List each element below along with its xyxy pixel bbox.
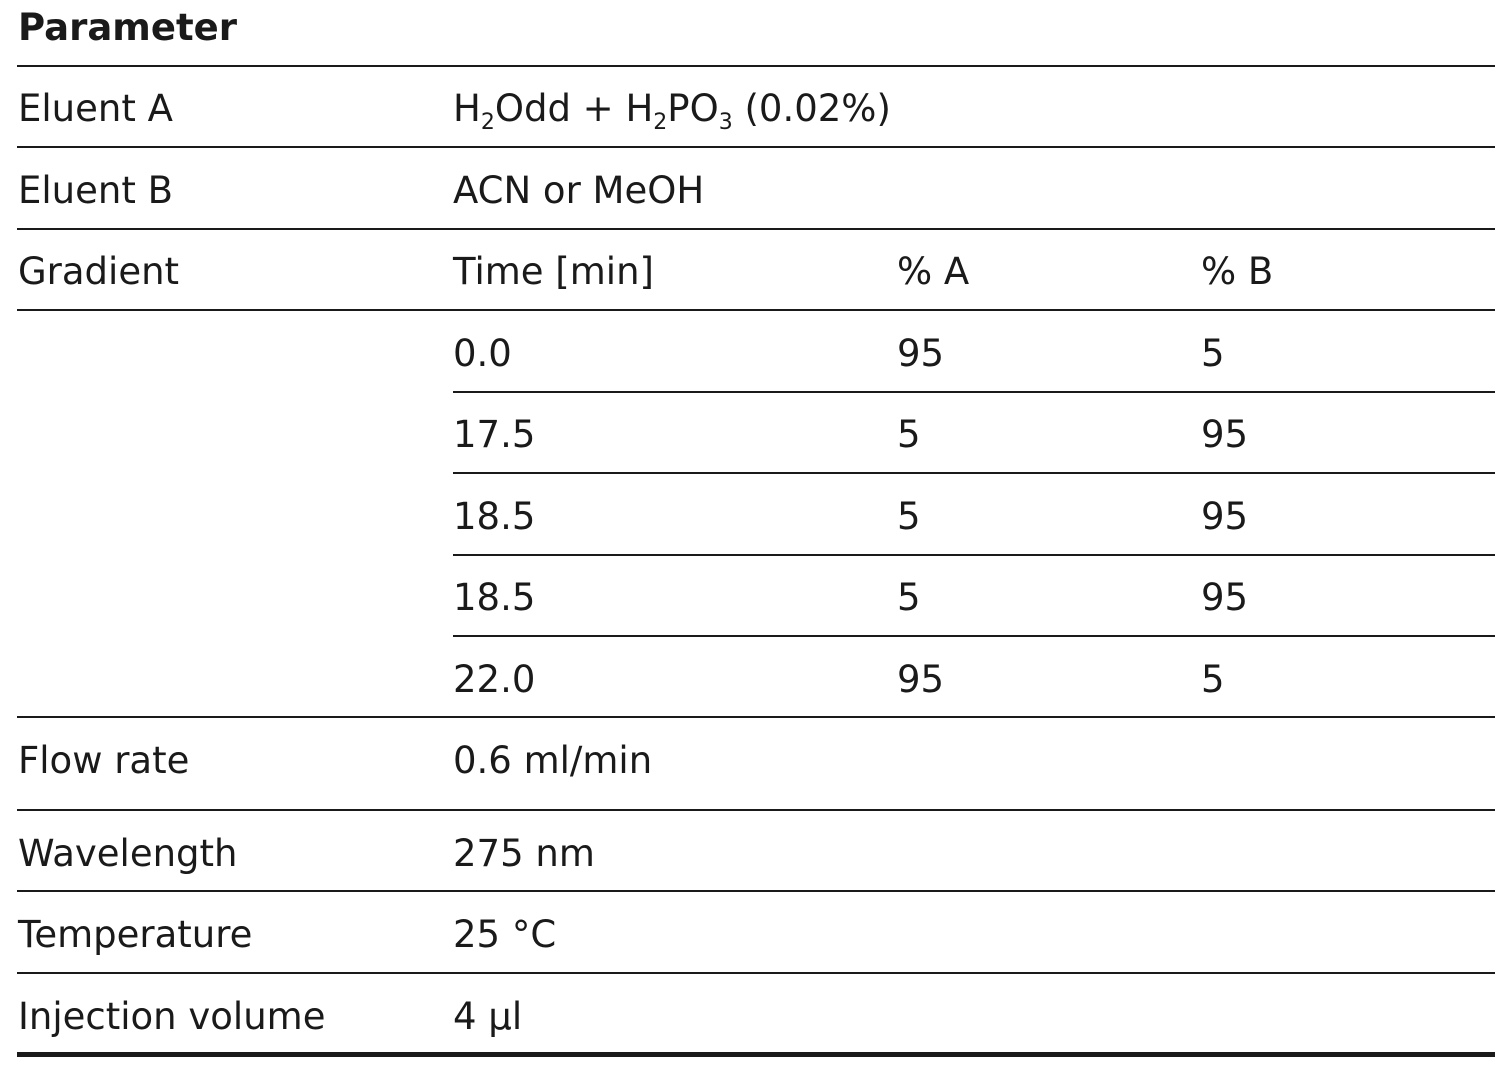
gradient-row-divider bbox=[453, 635, 1495, 637]
gradient-column-percent-b: % B bbox=[1201, 250, 1274, 293]
gradient-percent-a: 5 bbox=[897, 576, 921, 619]
eluent-b-value: ACN or MeOH bbox=[453, 169, 705, 212]
temperature-label: Temperature bbox=[18, 913, 253, 956]
gradient-time: 0.0 bbox=[453, 332, 512, 375]
injection-volume-label: Injection volume bbox=[18, 995, 326, 1038]
row-divider bbox=[17, 309, 1495, 311]
wavelength-value: 275 nm bbox=[453, 832, 595, 875]
gradient-percent-b: 95 bbox=[1201, 495, 1249, 538]
gradient-label: Gradient bbox=[18, 250, 180, 293]
row-divider bbox=[17, 890, 1495, 892]
gradient-percent-b: 5 bbox=[1201, 332, 1225, 375]
table-bottom-rule bbox=[17, 1052, 1495, 1057]
temperature-value: 25 °C bbox=[453, 913, 557, 956]
flow-rate-value: 0.6 ml/min bbox=[453, 739, 653, 782]
row-divider bbox=[17, 716, 1495, 718]
eluent-a-value: $H_2Odd + H_2PO_3$ (0.02%) bbox=[453, 87, 891, 135]
row-divider bbox=[17, 809, 1495, 811]
flow-rate-label: Flow rate bbox=[18, 739, 190, 782]
row-divider bbox=[17, 228, 1495, 230]
gradient-percent-b: 95 bbox=[1201, 576, 1249, 619]
gradient-column-percent-a: % A bbox=[897, 250, 970, 293]
header-divider bbox=[17, 65, 1495, 67]
gradient-percent-a: 95 bbox=[897, 332, 945, 375]
gradient-time: 18.5 bbox=[453, 576, 536, 619]
wavelength-label: Wavelength bbox=[18, 832, 238, 875]
eluent-b-label: Eluent B bbox=[18, 169, 173, 212]
gradient-percent-a: 5 bbox=[897, 495, 921, 538]
gradient-time: 22.0 bbox=[453, 658, 536, 701]
gradient-row-divider bbox=[453, 472, 1495, 474]
gradient-percent-a: 95 bbox=[897, 658, 945, 701]
row-divider bbox=[17, 972, 1495, 974]
gradient-time: 18.5 bbox=[453, 495, 536, 538]
gradient-percent-a: 5 bbox=[897, 413, 921, 456]
gradient-row-divider bbox=[453, 554, 1495, 556]
gradient-time: 17.5 bbox=[453, 413, 536, 456]
gradient-percent-b: 95 bbox=[1201, 413, 1249, 456]
injection-volume-value: 4 µl bbox=[453, 995, 523, 1038]
gradient-column-time: Time [min] bbox=[453, 250, 654, 293]
row-divider bbox=[17, 146, 1495, 148]
gradient-percent-b: 5 bbox=[1201, 658, 1225, 701]
gradient-row-divider bbox=[453, 391, 1495, 393]
table-header: Parameter bbox=[18, 6, 237, 49]
eluent-a-label: Eluent A bbox=[18, 87, 173, 130]
